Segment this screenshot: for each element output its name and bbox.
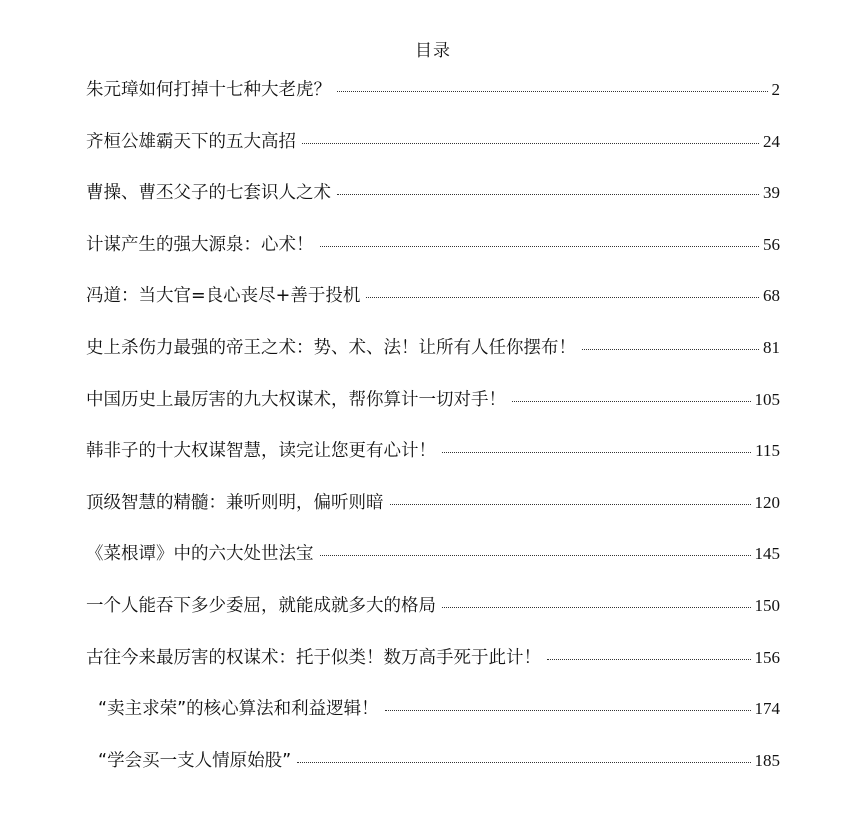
dot-leader: [547, 659, 751, 660]
toc-entry-title: 古往今来最厉害的权谋术：托于似类！数万高手死于此计！: [86, 647, 541, 668]
dot-leader: [320, 555, 751, 556]
toc-entry[interactable]: [86, 747, 780, 799]
dot-leader: [390, 504, 751, 505]
toc-entry-title: “学会买一支人情原始股”: [98, 750, 292, 771]
toc-entry[interactable]: [86, 540, 780, 592]
dot-leader: [337, 194, 759, 195]
toc-entry[interactable]: [86, 128, 780, 180]
dot-leader: [337, 91, 768, 92]
toc-entry-page-number: 145: [754, 544, 780, 564]
toc-entry-title: 史上杀伤力最强的帝王之术：势、术、法！让所有人任你摆布！: [86, 337, 576, 358]
toc-entry-page-number: 39: [763, 183, 780, 203]
toc-entry-page-number: 156: [754, 647, 780, 667]
toc-list: [86, 76, 780, 798]
toc-entry-page-number: 2: [771, 80, 780, 99]
toc-heading: 目录: [415, 41, 451, 61]
toc-entry[interactable]: [86, 644, 780, 696]
toc-entry[interactable]: [86, 592, 780, 644]
toc-entry[interactable]: [86, 489, 780, 541]
dot-leader: [320, 246, 760, 247]
dot-leader: [366, 297, 759, 298]
toc-entry-title: 韩非子的十大权谋智慧，读完让您更有心计！: [86, 441, 436, 462]
toc-entry-page-number: 120: [754, 492, 780, 512]
toc-entry[interactable]: [86, 437, 780, 489]
toc-entry-title: 《菜根谭》中的六大处世法宝: [86, 544, 314, 565]
dot-leader: [297, 762, 750, 763]
toc-entry-title: 曹操、曹丕父子的七套识人之术: [86, 183, 331, 204]
toc-entry-page-number: 24: [763, 131, 780, 151]
toc-entry-page-number: 150: [754, 595, 780, 615]
toc-entry-title: “卖主求荣”的核心算法和利益逻辑！: [98, 699, 379, 720]
toc-entry-page-number: 185: [754, 750, 780, 770]
toc-entry-page-number: 56: [763, 234, 780, 254]
toc-entry[interactable]: [86, 76, 780, 128]
toc-entry-page-number: 68: [763, 286, 780, 306]
toc-entry-page-number: 81: [763, 337, 780, 357]
toc-entry-page-number: 174: [754, 699, 780, 719]
toc-entry-title: 冯道：当大官=良心丧尽+善于投机: [86, 286, 361, 307]
toc-entry[interactable]: [86, 231, 780, 283]
toc-entry[interactable]: [86, 179, 780, 231]
dot-leader: [442, 607, 751, 608]
dot-leader: [302, 143, 759, 144]
dot-leader: [512, 401, 751, 402]
toc-entry-title: 齐桓公雄霸天下的五大高招: [86, 131, 296, 152]
toc-entry[interactable]: [86, 282, 780, 334]
toc-entry-title: 中国历史上最厉害的九大权谋术，帮你算计一切对手！: [86, 389, 506, 410]
toc-entry-title: 计谋产生的强大源泉：心术！: [86, 234, 314, 255]
toc-entry[interactable]: [86, 386, 780, 438]
toc-entry[interactable]: [86, 334, 780, 386]
toc-entry-page-number: 115: [755, 441, 780, 461]
dot-leader: [442, 452, 751, 453]
toc-entry[interactable]: [86, 695, 780, 747]
toc-entry-title: 朱元璋如何打掉十七种大老虎？: [86, 80, 331, 100]
toc-entry-title: 一个人能吞下多少委屈，就能成就多大的格局: [86, 595, 436, 616]
toc-entry-page-number: 105: [754, 389, 780, 409]
toc-entry-title: 顶级智慧的精髓：兼听则明，偏听则暗: [86, 492, 384, 513]
dot-leader: [582, 349, 759, 350]
dot-leader: [385, 710, 751, 711]
